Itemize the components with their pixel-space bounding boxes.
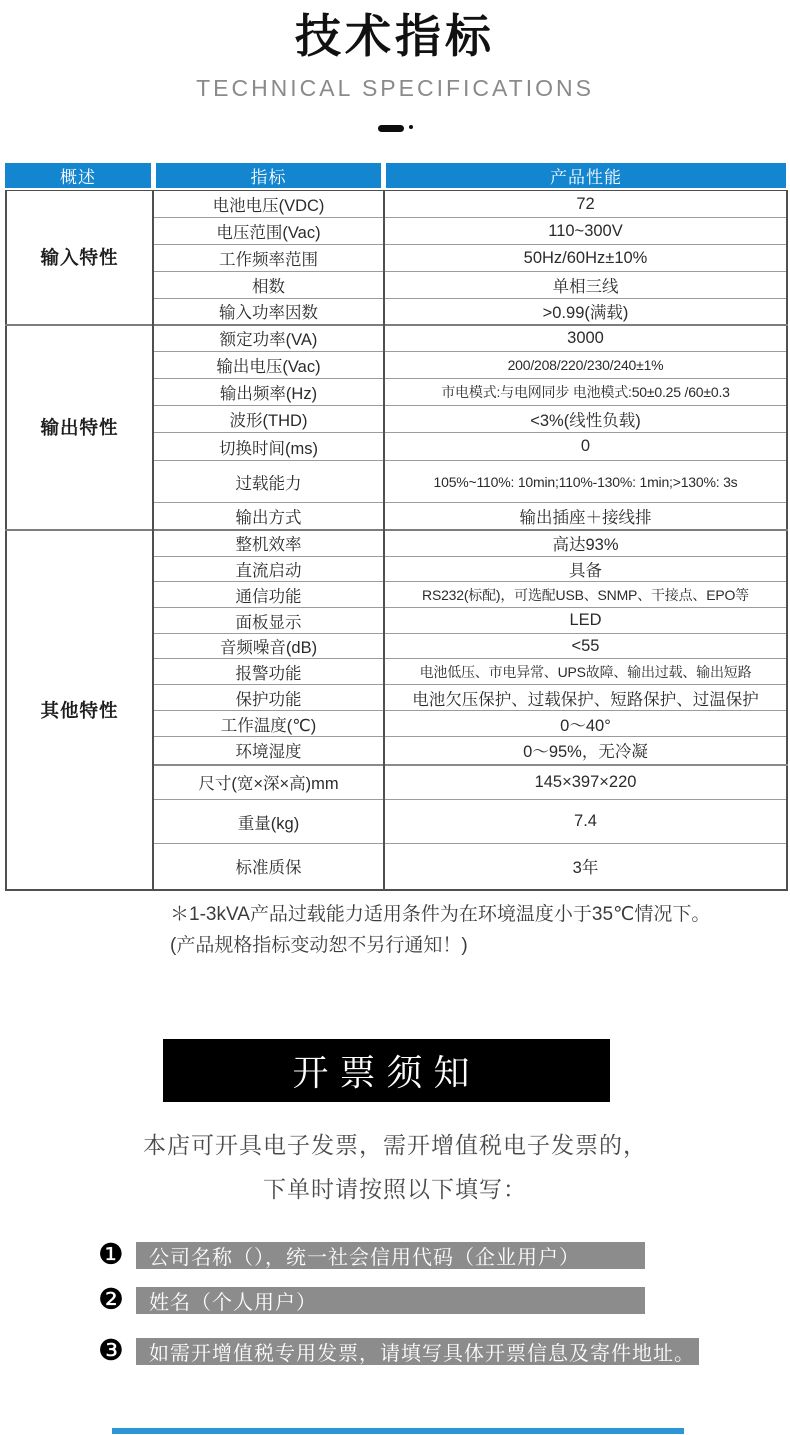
footnote-line-2: (产品规格指标变动恕不另行通知！) — [170, 934, 468, 956]
dot-icon — [409, 125, 413, 129]
spec-table — [5, 190, 788, 891]
dash-icon — [378, 125, 404, 132]
spec-value: 3000 — [384, 325, 787, 352]
spec-value: 输出插座＋接线排 — [384, 503, 787, 530]
invoice-banner-title: 开票须知 — [292, 1051, 481, 1093]
invoice-item-list — [98, 1238, 790, 1367]
spec-label: 工作温度(℃) — [153, 711, 384, 737]
spec-label: 环境湿度 — [153, 737, 384, 765]
spec-value: 0～95%，无冷凝 — [384, 737, 787, 765]
spec-label: 直流启动 — [153, 557, 384, 582]
spec-value: <3%(线性负载) — [384, 406, 787, 433]
spec-value: 高达93% — [384, 530, 787, 557]
spec-value: 110~300V — [384, 218, 787, 245]
page-title: 技术指标 — [295, 10, 495, 62]
spec-label: 尺寸(宽×深×高)mm — [153, 765, 384, 800]
invoice-section — [0, 1039, 790, 1365]
spec-value: 具备 — [384, 557, 787, 582]
spec-row — [6, 325, 787, 352]
spec-value: 3年 — [384, 844, 787, 890]
invoice-item-text: 如需开增值税专用发票，请填写具体开票信息及寄件地址。 — [149, 1342, 695, 1365]
spec-label: 工作频率范围 — [153, 245, 384, 272]
footnotes — [170, 899, 790, 961]
group-label: 其他特性 — [6, 530, 153, 890]
spec-value: 电池欠压保护、过载保护、短路保护、过温保护 — [384, 685, 787, 711]
bottom-accent-bar — [112, 1428, 684, 1434]
group-label: 输入特性 — [40, 247, 119, 269]
spec-label: 整机效率 — [153, 530, 384, 557]
column-header-indicator: 指标 — [156, 163, 381, 188]
spec-value: 50Hz/60Hz±10% — [384, 245, 787, 272]
group-label: 输出特性 — [6, 325, 153, 530]
spec-table-section — [5, 163, 786, 891]
spec-label: 报警功能 — [153, 659, 384, 685]
spec-value: 单相三线 — [384, 272, 787, 299]
spec-label: 输入功率因数 — [153, 299, 384, 325]
spec-label: 重量(kg) — [153, 800, 384, 844]
spec-value: LED — [384, 608, 787, 634]
spec-value: 72 — [384, 191, 787, 218]
spec-label: 输出电压(Vac) — [153, 352, 384, 379]
spec-value: 7.4 — [384, 800, 787, 844]
footnote-line-1: ＊1-3kVA产品过载能力适用条件为在环境温度小于35℃情况下。 — [170, 903, 711, 925]
invoice-item — [98, 1334, 790, 1367]
spec-value: 200/208/220/230/240±1% — [384, 352, 787, 379]
spec-row — [6, 191, 787, 218]
spec-value: 0～40° — [384, 711, 787, 737]
invoice-item — [98, 1238, 790, 1271]
circled-number-icon: ❷ — [98, 1283, 124, 1316]
spec-value: 145×397×220 — [384, 765, 787, 800]
spec-label: 保护功能 — [153, 685, 384, 711]
circled-number-icon: ❸ — [98, 1334, 124, 1367]
invoice-item — [98, 1283, 790, 1316]
spec-label: 电池电压(VDC) — [153, 191, 384, 218]
page-subtitle: TECHNICAL SPECIFICATIONS — [196, 75, 594, 101]
spec-label: 标准质保 — [153, 844, 384, 890]
spec-value: RS232(标配)，可选配USB、SNMP、干接点、EPO等 — [384, 582, 787, 608]
invoice-item-bar — [136, 1242, 645, 1269]
spec-label: 音频噪音(dB) — [153, 634, 384, 659]
invoice-item-text: 姓名（个人用户） — [149, 1291, 317, 1314]
spec-label: 输出频率(Hz) — [153, 379, 384, 406]
spec-table-header-row — [5, 163, 786, 188]
spec-label: 通信功能 — [153, 582, 384, 608]
spec-value: 市电模式:与电网同步 电池模式:50±0.25 /60±0.3 — [384, 379, 787, 406]
spec-label: 额定功率(VA) — [153, 325, 384, 352]
invoice-item-text: 公司名称（），统一社会信用代码（企业用户） — [149, 1246, 580, 1269]
spec-label: 波形(THD) — [153, 406, 384, 433]
spec-value: 0 — [384, 433, 787, 461]
spec-label: 输出方式 — [153, 503, 384, 530]
spec-label: 相数 — [153, 272, 384, 299]
invoice-item-bar — [136, 1338, 699, 1365]
invoice-intro-line-2: 下单时请按照以下填写： — [263, 1175, 527, 1202]
column-header-performance: 产品性能 — [386, 163, 786, 188]
column-header-overview: 概述 — [5, 163, 151, 188]
spec-label: 切换时间(ms) — [153, 433, 384, 461]
spec-value: <55 — [384, 634, 787, 659]
invoice-item-bar — [136, 1287, 645, 1314]
invoice-banner — [163, 1039, 610, 1102]
spec-label: 电压范围(Vac) — [153, 218, 384, 245]
spec-value: 电池低压、市电异常、UPS故障、输出过载、输出短路 — [384, 659, 787, 685]
spec-value: 105%~110%: 10min;110%-130%: 1min;>130%: 3s — [384, 461, 787, 503]
circled-number-icon: ❶ — [98, 1238, 124, 1271]
spec-label: 过载能力 — [153, 461, 384, 503]
dash-dot-divider — [0, 124, 790, 132]
spec-value: >0.99(满载) — [384, 299, 787, 325]
spec-row — [6, 530, 787, 557]
invoice-intro-line-1: 本店可开具电子发票，需开增值税电子发票的， — [143, 1131, 647, 1158]
spec-label: 面板显示 — [153, 608, 384, 634]
